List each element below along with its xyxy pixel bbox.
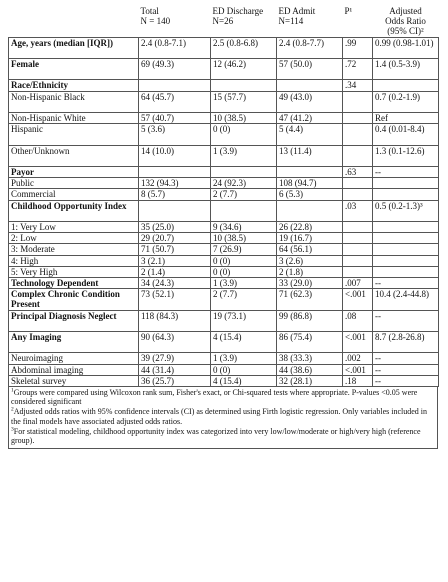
footnote-2-text: Adjusted odds ratios with 95% confidence intervals (CI) as determined using Firth logistic regression. Only variables included in the final models have associated adjusted odds ratios.: [11, 407, 427, 426]
cell-p-value: [343, 178, 373, 189]
cell-p-value: [343, 244, 373, 255]
row-label: Race/Ethnicity: [9, 80, 139, 91]
cell-p-value: .007: [343, 277, 373, 288]
cell-ed-discharge: 10 (38.5): [211, 112, 277, 123]
table-row: [9, 80, 439, 91]
header-odds-ratio: [373, 6, 439, 37]
cell-ed-discharge: 2.5 (0.8-6.8): [211, 37, 277, 58]
cell-p-value: <.001: [343, 364, 373, 375]
table-row: [9, 91, 439, 112]
cell-ed-admit: 32 (28.1): [277, 375, 343, 386]
cell-odds-ratio: 1.3 (0.1-12.6): [373, 145, 439, 166]
cell-total: [139, 200, 211, 221]
cell-odds-ratio: --: [373, 310, 439, 331]
results-table: [8, 6, 439, 387]
cell-p-value: .99: [343, 37, 373, 58]
cell-ed-discharge: [211, 166, 277, 177]
cell-p-value: [343, 189, 373, 200]
cell-odds-ratio: 10.4 (2.4-44.8): [373, 289, 439, 310]
cell-odds-ratio: [373, 189, 439, 200]
cell-ed-discharge: 7 (26.9): [211, 244, 277, 255]
cell-p-value: .18: [343, 375, 373, 386]
row-label: 1: Very Low: [9, 221, 139, 232]
row-label: Age, years (median [IQR]): [9, 37, 139, 58]
cell-ed-admit: 33 (29.0): [277, 277, 343, 288]
cell-ed-discharge: 0 (0): [211, 364, 277, 375]
cell-ed-discharge: 1 (3.9): [211, 353, 277, 364]
footnote-3: [11, 427, 435, 445]
table-row: [9, 233, 439, 244]
footnote-1-marker: 1: [11, 387, 14, 394]
cell-ed-admit: 6 (5.3): [277, 189, 343, 200]
cell-ed-admit: 108 (94.7): [277, 178, 343, 189]
table-row: [9, 244, 439, 255]
cell-ed-discharge: 4 (15.4): [211, 331, 277, 352]
table-row: [9, 178, 439, 189]
cell-ed-admit: 86 (75.4): [277, 331, 343, 352]
cell-ed-discharge: 0 (0): [211, 124, 277, 145]
cell-ed-discharge: 0 (0): [211, 266, 277, 277]
results-table-container: [8, 6, 438, 387]
cell-ed-discharge: 4 (15.4): [211, 375, 277, 386]
row-label: 3: Moderate: [9, 244, 139, 255]
cell-odds-ratio: [373, 178, 439, 189]
cell-p-value: .63: [343, 166, 373, 177]
table-row: [9, 364, 439, 375]
footnote-1: [11, 388, 435, 406]
cell-ed-discharge: 2 (7.7): [211, 289, 277, 310]
cell-p-value: [343, 221, 373, 232]
cell-odds-ratio: --: [373, 277, 439, 288]
header-total: [139, 6, 211, 37]
cell-total: 44 (31.4): [139, 364, 211, 375]
cell-ed-admit: 44 (38.6): [277, 364, 343, 375]
cell-p-value: .34: [343, 80, 373, 91]
table-row: [9, 145, 439, 166]
row-label: Neuroimaging: [9, 353, 139, 364]
cell-p-value: .002: [343, 353, 373, 364]
header-p-value-label: P¹: [344, 6, 353, 16]
cell-total: 132 (94.3): [139, 178, 211, 189]
cell-ed-admit: 26 (22.8): [277, 221, 343, 232]
header-odds-ratio-line1: Adjusted: [389, 6, 422, 16]
footnote-3-text: For statistical modeling, childhood opportunity index was categorized into very low/low/moderate or high/very high (reference group).: [11, 426, 421, 445]
cell-ed-admit: 38 (33.3): [277, 353, 343, 364]
cell-odds-ratio: [373, 233, 439, 244]
cell-ed-discharge: 12 (46.2): [211, 59, 277, 80]
cell-odds-ratio: [373, 80, 439, 91]
cell-total: 39 (27.9): [139, 353, 211, 364]
cell-total: 8 (5.7): [139, 189, 211, 200]
footnote-2: [11, 407, 435, 425]
cell-p-value: [343, 91, 373, 112]
cell-ed-admit: 49 (43.0): [277, 91, 343, 112]
table-row: [9, 37, 439, 58]
table-row: [9, 331, 439, 352]
table-row: [9, 221, 439, 232]
header-odds-ratio-line3: (95% CI)²: [387, 26, 424, 37]
table-row: [9, 166, 439, 177]
cell-p-value: .03: [343, 200, 373, 221]
table-body: [9, 37, 439, 386]
cell-odds-ratio: 0.7 (0.2-1.9): [373, 91, 439, 112]
cell-total: 35 (25.0): [139, 221, 211, 232]
cell-total: 73 (52.1): [139, 289, 211, 310]
cell-ed-discharge: 24 (92.3): [211, 178, 277, 189]
row-label: Skeletal survey: [9, 375, 139, 386]
header-odds-ratio-line2: Odds Ratio: [385, 16, 426, 27]
cell-odds-ratio: 0.5 (0.2-1.3)³: [373, 200, 439, 221]
cell-ed-discharge: 0 (0): [211, 255, 277, 266]
row-label: Other/Unknown: [9, 145, 139, 166]
cell-ed-admit: 47 (41.2): [277, 112, 343, 123]
cell-ed-discharge: 19 (73.1): [211, 310, 277, 331]
cell-total: 29 (20.7): [139, 233, 211, 244]
cell-total: 3 (2.1): [139, 255, 211, 266]
table-row: [9, 200, 439, 221]
cell-total: 14 (10.0): [139, 145, 211, 166]
row-label: Female: [9, 59, 139, 80]
cell-odds-ratio: --: [373, 375, 439, 386]
row-label: Childhood Opportunity Index: [9, 200, 139, 221]
cell-p-value: <.001: [343, 289, 373, 310]
cell-total: [139, 166, 211, 177]
cell-p-value: .08: [343, 310, 373, 331]
header-total-n: N = 140: [140, 16, 171, 27]
cell-ed-admit: [277, 80, 343, 91]
header-p-value: [343, 6, 373, 37]
header-ed-discharge-n: N=26: [212, 16, 234, 27]
table-row: [9, 266, 439, 277]
cell-ed-discharge: [211, 80, 277, 91]
table-row: [9, 277, 439, 288]
cell-ed-discharge: 1 (3.9): [211, 277, 277, 288]
cell-total: [139, 80, 211, 91]
cell-total: 90 (64.3): [139, 331, 211, 352]
row-label: Any Imaging: [9, 331, 139, 352]
cell-ed-discharge: 10 (38.5): [211, 233, 277, 244]
row-label: Commercial: [9, 189, 139, 200]
cell-odds-ratio: --: [373, 364, 439, 375]
cell-odds-ratio: 1.4 (0.5-3.9): [373, 59, 439, 80]
cell-odds-ratio: --: [373, 353, 439, 364]
table-row: [9, 375, 439, 386]
row-label: Public: [9, 178, 139, 189]
cell-p-value: [343, 233, 373, 244]
cell-odds-ratio: --: [373, 166, 439, 177]
cell-ed-discharge: 15 (57.7): [211, 91, 277, 112]
cell-total: 71 (50.7): [139, 244, 211, 255]
cell-total: 2.4 (0.8-7.1): [139, 37, 211, 58]
cell-p-value: .72: [343, 59, 373, 80]
table-row: [9, 353, 439, 364]
row-label: Non-Hispanic White: [9, 112, 139, 123]
cell-odds-ratio: 8.7 (2.8-26.8): [373, 331, 439, 352]
header-ed-discharge-title: ED Discharge: [212, 6, 264, 16]
cell-odds-ratio: [373, 266, 439, 277]
table-row: [9, 59, 439, 80]
cell-total: 118 (84.3): [139, 310, 211, 331]
cell-odds-ratio: 0.99 (0.98-1.01): [373, 37, 439, 58]
table-header: [9, 6, 439, 37]
document-page: [8, 6, 438, 449]
cell-total: 64 (45.7): [139, 91, 211, 112]
footnote-2-marker: 2: [11, 406, 14, 413]
cell-odds-ratio: [373, 244, 439, 255]
cell-ed-admit: 5 (4.4): [277, 124, 343, 145]
cell-total: 5 (3.6): [139, 124, 211, 145]
cell-ed-discharge: 1 (3.9): [211, 145, 277, 166]
cell-ed-discharge: 2 (7.7): [211, 189, 277, 200]
cell-odds-ratio: [373, 221, 439, 232]
cell-p-value: [343, 124, 373, 145]
header-ed-discharge: [211, 6, 277, 37]
cell-ed-admit: 3 (2.6): [277, 255, 343, 266]
row-label: Abdominal imaging: [9, 364, 139, 375]
cell-ed-admit: 57 (50.0): [277, 59, 343, 80]
cell-ed-discharge: [211, 200, 277, 221]
cell-total: 2 (1.4): [139, 266, 211, 277]
cell-p-value: [343, 255, 373, 266]
row-label: 5: Very High: [9, 266, 139, 277]
table-row: [9, 255, 439, 266]
cell-ed-admit: 2 (1.8): [277, 266, 343, 277]
cell-ed-admit: [277, 166, 343, 177]
cell-p-value: [343, 112, 373, 123]
footnote-1-text: Groups were compared using Wilcoxon rank sum, Fisher's exact, or Chi-squared tests where appropriate. P-values <0.05 were considered significant: [11, 387, 418, 407]
cell-ed-discharge: 9 (34.6): [211, 221, 277, 232]
row-label: Payor: [9, 166, 139, 177]
header-ed-admit: [277, 6, 343, 37]
cell-total: 69 (49.3): [139, 59, 211, 80]
cell-ed-admit: 13 (11.4): [277, 145, 343, 166]
table-row: [9, 289, 439, 310]
cell-odds-ratio: Ref: [373, 112, 439, 123]
table-row: [9, 310, 439, 331]
cell-p-value: [343, 145, 373, 166]
table-footnotes: [8, 387, 438, 449]
table-row: [9, 112, 439, 123]
cell-total: 36 (25.7): [139, 375, 211, 386]
cell-ed-admit: [277, 200, 343, 221]
row-label: Non-Hispanic Black: [9, 91, 139, 112]
cell-ed-admit: 19 (16.7): [277, 233, 343, 244]
table-row: [9, 124, 439, 145]
cell-total: 57 (40.7): [139, 112, 211, 123]
cell-p-value: [343, 266, 373, 277]
row-label: Principal Diagnosis Neglect: [9, 310, 139, 331]
cell-p-value: <.001: [343, 331, 373, 352]
cell-ed-admit: 2.4 (0.8-7.7): [277, 37, 343, 58]
table-row: [9, 189, 439, 200]
row-label: 2: Low: [9, 233, 139, 244]
cell-odds-ratio: 0.4 (0.01-8.4): [373, 124, 439, 145]
row-label: 4: High: [9, 255, 139, 266]
cell-total: 34 (24.3): [139, 277, 211, 288]
row-label: Hispanic: [9, 124, 139, 145]
cell-odds-ratio: [373, 255, 439, 266]
row-label: Complex Chronic Condition Present: [9, 289, 139, 310]
row-label: Technology Dependent: [9, 277, 139, 288]
footnote-3-marker: 3: [11, 426, 14, 433]
header-total-title: Total: [140, 6, 159, 16]
header-label-column: [9, 6, 139, 37]
header-ed-admit-title: ED Admit: [278, 6, 316, 16]
cell-ed-admit: 99 (86.8): [277, 310, 343, 331]
header-ed-admit-n: N=114: [278, 16, 304, 27]
cell-ed-admit: 64 (56.1): [277, 244, 343, 255]
cell-ed-admit: 71 (62.3): [277, 289, 343, 310]
